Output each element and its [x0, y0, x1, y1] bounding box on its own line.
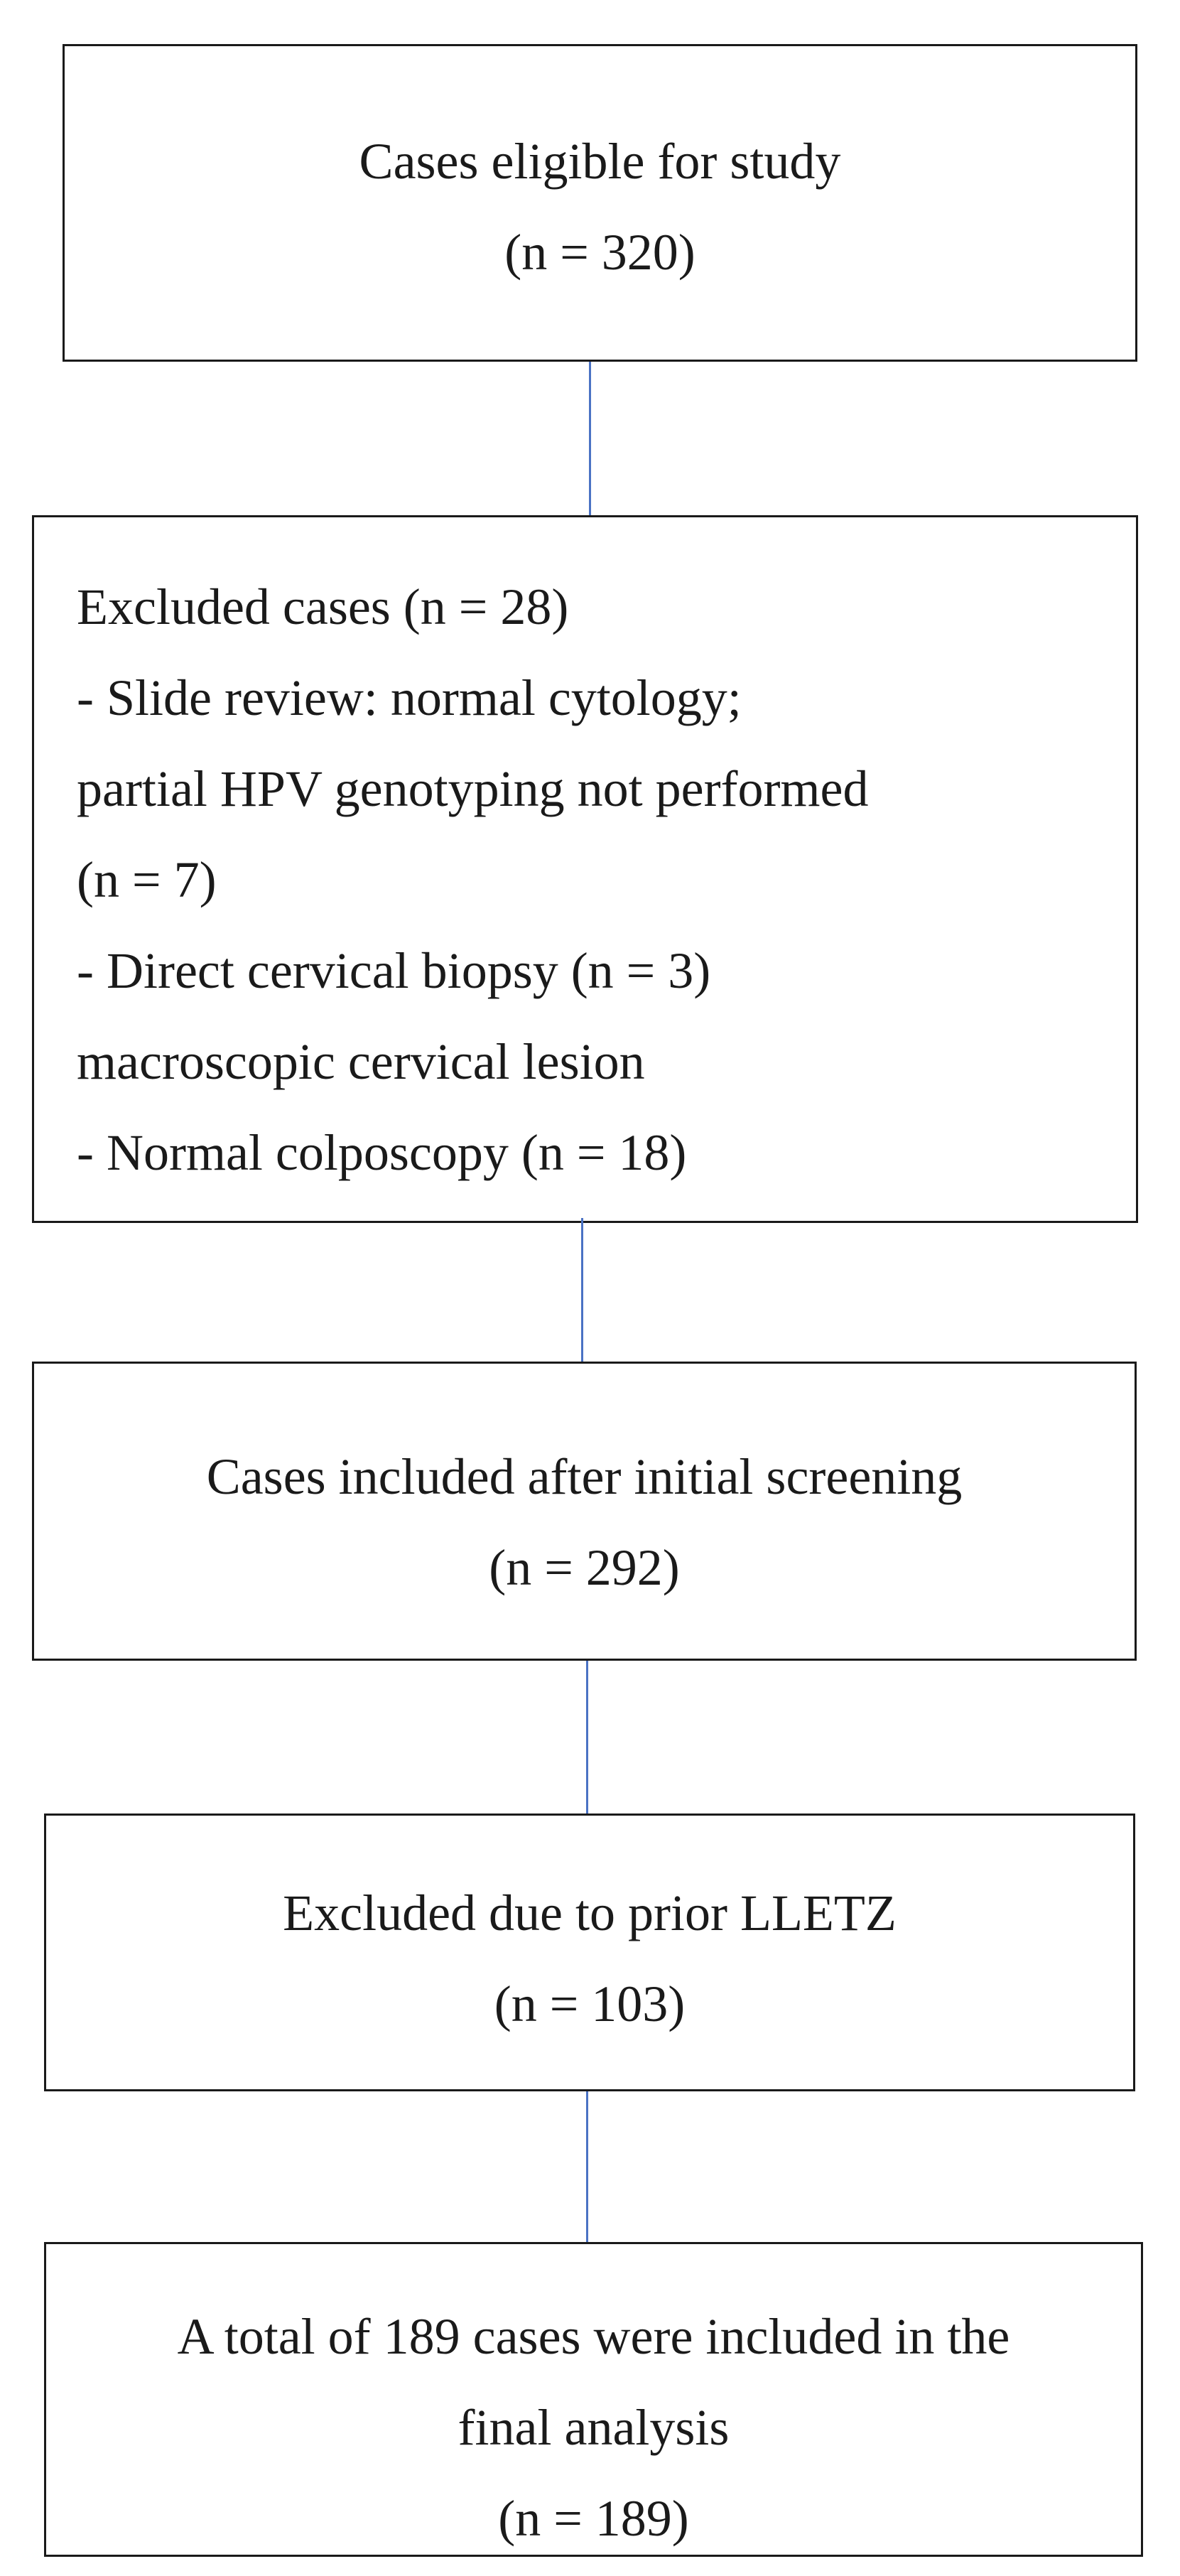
excluded-lletz-title: Excluded due to prior LLETZ [283, 1885, 897, 1941]
excluded-reason-hpv-genotyping: partial HPV genotyping not performed [77, 760, 869, 817]
eligible-cases-box [63, 44, 1137, 362]
connector-line-4 [586, 2091, 588, 2242]
included-screening-title: Cases included after initial screening [206, 1448, 963, 1505]
excluded-lletz-box [44, 1814, 1135, 2091]
final-analysis-count: (n = 189) [498, 2490, 689, 2547]
final-analysis-box [44, 2242, 1143, 2557]
connector-line-3 [586, 1661, 588, 1814]
final-analysis-line-1: A total of 189 cases were included in the [177, 2308, 1010, 2365]
eligible-cases-count: (n = 320) [504, 224, 695, 281]
connector-line-1 [589, 362, 591, 515]
connector-line-2 [581, 1218, 583, 1364]
excluded-reason-normal-colposcopy: - Normal colposcopy (n = 18) [77, 1124, 687, 1181]
excluded-lletz-count: (n = 103) [494, 1976, 686, 2032]
excluded-reason-slide-review: - Slide review: normal cytology; [77, 669, 742, 726]
excluded-reason-slide-review-count: (n = 7) [77, 851, 217, 908]
excluded-reason-direct-biopsy: - Direct cervical biopsy (n = 3) [77, 942, 711, 999]
excluded-cases-heading: Excluded cases (n = 28) [77, 578, 569, 635]
excluded-reason-macroscopic-lesion: macroscopic cervical lesion [77, 1033, 645, 1090]
included-screening-count: (n = 292) [489, 1539, 680, 1596]
eligible-cases-title: Cases eligible for study [359, 133, 841, 190]
final-analysis-line-2: final analysis [458, 2399, 730, 2456]
excluded-cases-box [32, 515, 1138, 1223]
included-screening-box [32, 1362, 1137, 1661]
